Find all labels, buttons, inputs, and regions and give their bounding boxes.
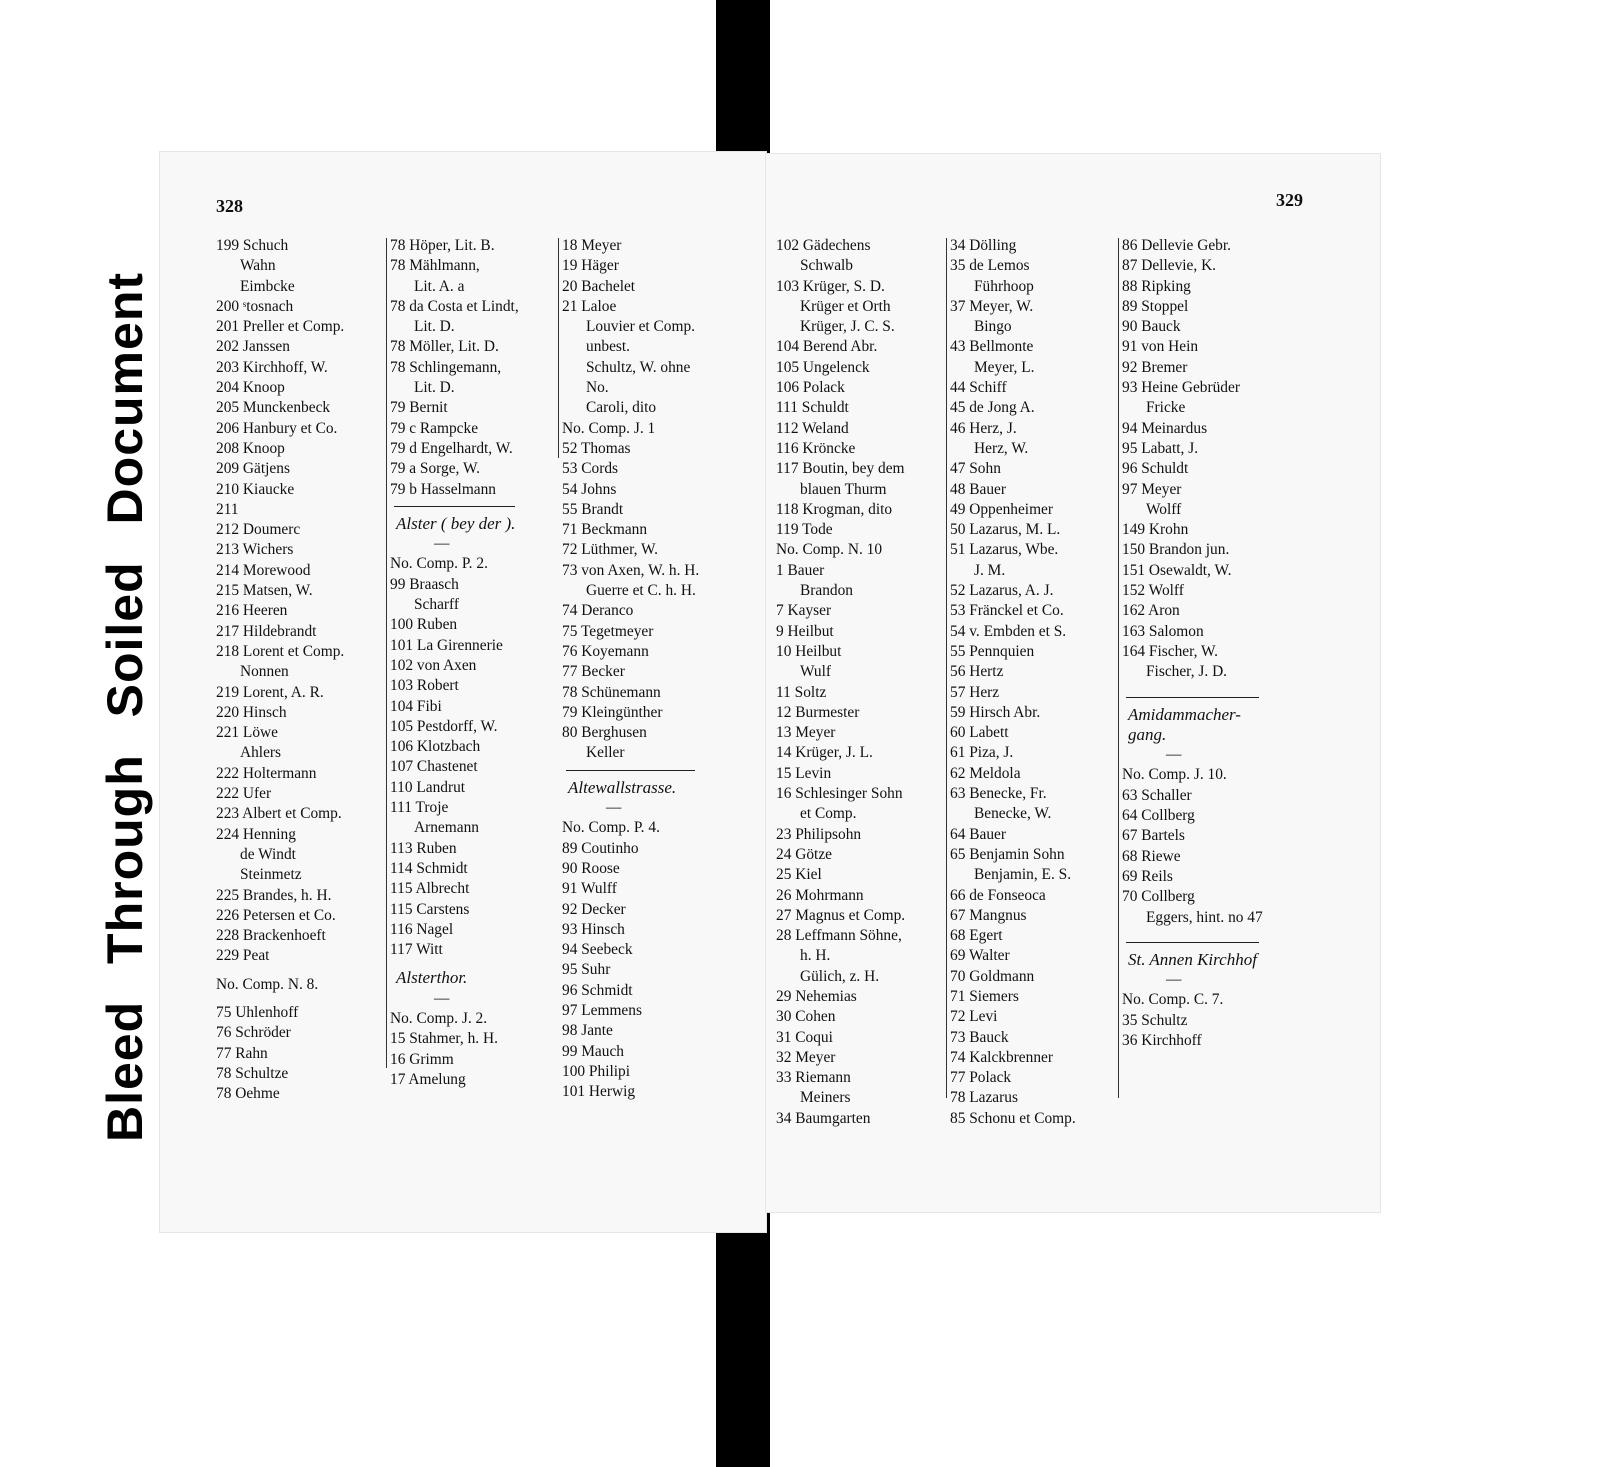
directory-entry: 78 Schultze	[216, 1064, 289, 1082]
directory-entry: 111 Schuldt	[776, 399, 849, 417]
directory-entry: 75 Tegetmeyer	[562, 622, 654, 640]
directory-entry: 113 Ruben	[390, 839, 457, 857]
directory-entry: 56 Hertz	[950, 663, 1004, 681]
directory-entry: 95 Labatt, J.	[1122, 439, 1199, 457]
directory-entry: blauen Thurm	[800, 480, 887, 498]
directory-entry: 78 Schlingemann,	[390, 358, 502, 376]
directory-entry: 229 Peat	[216, 947, 270, 965]
directory-entry: 47 Sohn	[950, 460, 1001, 478]
directory-entry: No. Comp. C. 7.	[1122, 991, 1224, 1009]
directory-entry: 79 c Rampcke	[390, 419, 479, 437]
directory-entry: 163 Salomon	[1122, 622, 1204, 640]
directory-entry: 226 Petersen et Co.	[216, 906, 336, 924]
directory-entry: 203 Kirchhoff, W.	[216, 358, 328, 376]
directory-entry: 117 Witt	[390, 941, 443, 959]
directory-entry: 216 Heeren	[216, 602, 288, 620]
directory-entry: Scharff	[414, 596, 460, 614]
directory-entry: 63 Benecke, Fr.	[950, 785, 1047, 803]
directory-entry: 12 Burmester	[776, 703, 860, 721]
directory-entry: 78 da Costa et Lindt,	[390, 297, 519, 315]
section-heading: Amidammacher-	[1128, 704, 1241, 724]
directory-entry: 21 Laloe	[562, 297, 617, 315]
binding-strip-bottom	[716, 1212, 770, 1467]
directory-entry: 213 Wichers	[216, 541, 294, 559]
directory-entry: 77 Becker	[562, 663, 625, 681]
directory-entry: et Comp.	[800, 805, 857, 823]
directory-entry: Guerre et C. h. H.	[586, 582, 696, 600]
directory-entry: 24 Götze	[776, 845, 832, 863]
directory-entry: 27 Magnus et Comp.	[776, 906, 906, 924]
directory-entry: J. M.	[974, 561, 1006, 579]
spacer	[1122, 928, 1263, 936]
stamp-text: Bleed Through Soiled Document	[97, 271, 153, 1143]
directory-entry: 14 Krüger, J. L.	[776, 744, 873, 762]
column-2	[390, 236, 519, 1090]
directory-entry: 30 Cohen	[776, 1008, 836, 1026]
directory-entry: Wahn	[240, 257, 276, 275]
directory-entry: 151 Osewaldt, W.	[1122, 561, 1232, 579]
directory-entry: 77 Polack	[950, 1069, 1012, 1087]
column-1	[776, 236, 905, 1129]
directory-entry: Arnemann	[414, 819, 479, 837]
directory-entry: 208 Knoop	[216, 439, 285, 457]
directory-entry: 36 Kirchhoff	[1122, 1031, 1202, 1049]
directory-entry: 43 Bellmonte	[950, 338, 1034, 356]
directory-entry: 28 Leffmann Söhne,	[776, 927, 902, 945]
directory-entry: 34 Dölling	[950, 237, 1017, 254]
directory-entry: No.	[586, 379, 609, 397]
directory-entry: 53 Cords	[562, 460, 619, 478]
directory-entry: 46 Herz, J.	[950, 419, 1017, 437]
directory-entry: 87 Dellevie, K.	[1122, 257, 1217, 275]
directory-entry: Lit. D.	[414, 318, 455, 336]
directory-entry: 149 Krohn	[1122, 521, 1189, 539]
spacer	[390, 960, 519, 968]
section-rule	[562, 764, 699, 778]
directory-entry: 45 de Jong A.	[950, 399, 1035, 417]
directory-entry: 20 Bachelet	[562, 277, 636, 295]
directory-entry: 54 v. Embden et S.	[950, 622, 1067, 640]
directory-entry: No. Comp. N. 8.	[216, 975, 319, 993]
directory-entry: Steinmetz	[240, 866, 302, 884]
binding-strip-top	[716, 0, 770, 160]
directory-entry: No. Comp. J. 10.	[1122, 766, 1227, 784]
directory-entry: No. Comp. P. 2.	[390, 555, 488, 573]
directory-entry: 64 Bauer	[950, 825, 1006, 843]
directory-entry: 110 Landrut	[390, 778, 466, 796]
directory-entry: 78 Möller, Lit. D.	[390, 338, 499, 356]
directory-entry: 88 Ripking	[1122, 277, 1191, 295]
directory-entry: 204 Knoop	[216, 379, 285, 397]
directory-entry: Nonnen	[240, 663, 289, 681]
column-1	[216, 236, 344, 1104]
directory-entry: 92 Decker	[562, 900, 626, 918]
directory-entry: 79 b Hasselmann	[390, 480, 497, 498]
directory-entry: 76 Koyemann	[562, 642, 649, 660]
directory-entry: 51 Lazarus, Wbe.	[950, 541, 1059, 559]
directory-entry: Brandon	[800, 582, 854, 600]
directory-entry: 35 Schultz	[1122, 1011, 1188, 1029]
directory-entry: 64 Collberg	[1122, 807, 1195, 825]
directory-entry: 99 Mauch	[562, 1042, 624, 1060]
directory-entry: 86 Dellevie Gebr.	[1122, 237, 1231, 254]
directory-entry: Wulf	[800, 663, 832, 681]
directory-entry: 78 Oehme	[216, 1085, 280, 1103]
directory-entry: 96 Schuldt	[1122, 460, 1189, 478]
directory-entry: 90 Roose	[562, 859, 620, 877]
directory-entry: 71 Siemers	[950, 987, 1019, 1005]
directory-entry: 102 von Axen	[390, 656, 477, 674]
directory-entry: h. H.	[800, 947, 831, 965]
directory-entry: 18 Meyer	[562, 237, 622, 254]
spacer	[1122, 683, 1263, 691]
directory-entry: 114 Schmidt	[390, 859, 468, 877]
directory-entry: 44 Schiff	[950, 379, 1007, 397]
directory-entry: 80 Berghusen	[562, 724, 647, 742]
directory-entry: 19 Häger	[562, 257, 619, 275]
right-page	[766, 154, 1380, 1212]
directory-entry: 221 Löwe	[216, 724, 278, 742]
column-divider	[1118, 238, 1119, 1098]
directory-entry: 219 Lorent, A. R.	[216, 683, 324, 701]
directory-entry: 116 Nagel	[390, 920, 454, 938]
directory-entry: 212 Doumerc	[216, 521, 301, 539]
directory-entry: 34 Baumgarten	[776, 1109, 871, 1127]
directory-entry: 97 Lemmens	[562, 1001, 642, 1019]
directory-entry: 103 Krüger, S. D.	[776, 277, 885, 295]
directory-entry: 115 Albrecht	[390, 880, 470, 898]
section-heading: St. Annen Kirchhof	[1128, 949, 1257, 969]
directory-entry: 63 Schaller	[1122, 786, 1192, 804]
directory-entry: 91 von Hein	[1122, 338, 1199, 356]
directory-entry: 49 Oppenheimer	[950, 500, 1053, 518]
spacer	[216, 995, 344, 1003]
directory-entry: 199 Schuch	[216, 237, 289, 254]
directory-entry: 76 Schröder	[216, 1024, 291, 1042]
directory-entry: 92 Bremer	[1122, 358, 1188, 376]
section-heading: gang.	[1128, 724, 1167, 744]
directory-entry: 97 Meyer	[1122, 480, 1182, 498]
directory-entry: 116 Kröncke	[776, 439, 856, 457]
directory-entry: 112 Weland	[776, 419, 849, 437]
directory-entry: 206 Hanbury et Co.	[216, 419, 338, 437]
directory-entry: 119 Tode	[776, 521, 833, 539]
directory-entry: 104 Fibi	[390, 697, 442, 715]
directory-entry: 103 Robert	[390, 677, 459, 695]
directory-entry: 79 Kleingünther	[562, 703, 663, 721]
directory-entry: de Windt	[240, 845, 296, 863]
directory-entry: 94 Meinardus	[1122, 419, 1208, 437]
directory-entry: 78 Schünemann	[562, 683, 661, 701]
directory-entry: 222 Ufer	[216, 785, 272, 803]
directory-entry: Louvier et Comp.	[586, 318, 695, 336]
column-3	[1122, 236, 1263, 1051]
directory-entry: 59 Hirsch Abr.	[950, 703, 1041, 721]
section-rule	[1122, 936, 1263, 950]
directory-entry: 16 Grimm	[390, 1050, 454, 1068]
directory-entry: Eggers, hint. no 47	[1146, 908, 1263, 926]
directory-entry: 89 Coutinho	[562, 839, 639, 857]
directory-entry: 200 ˢtosnach	[216, 297, 294, 315]
directory-entry: 101 La Girennerie	[390, 636, 503, 654]
bleed-through-stamp	[84, 202, 166, 1212]
directory-entry: Herz, W.	[974, 439, 1029, 457]
directory-entry: 70 Collberg	[1122, 888, 1195, 906]
directory-entry: 105 Ungelenck	[776, 358, 870, 376]
directory-entry: 95 Suhr	[562, 961, 611, 979]
directory-entry: 25 Kiel	[776, 866, 822, 884]
directory-entry: Schwalb	[800, 257, 854, 275]
directory-entry: 65 Benjamin Sohn	[950, 845, 1065, 863]
directory-entry: Führhoop	[974, 277, 1034, 295]
directory-entry: Schultz, W. ohne	[586, 358, 691, 376]
directory-entry: 37 Meyer, W.	[950, 297, 1034, 315]
directory-entry: 17 Amelung	[390, 1070, 466, 1088]
directory-entry: 23 Philipsohn	[776, 825, 862, 843]
directory-entry: 9 Heilbut	[776, 622, 834, 640]
directory-entry: 94 Seebeck	[562, 941, 633, 959]
directory-entry: 79 a Sorge, W.	[390, 460, 480, 478]
column-3	[562, 236, 699, 1102]
directory-entry: Keller	[586, 744, 625, 762]
directory-entry: 99 Braasch	[390, 575, 459, 593]
directory-entry: 217 Hildebrandt	[216, 622, 317, 640]
directory-entry: No. Comp. N. 10	[776, 541, 883, 559]
directory-entry: 228 Brackenhoeft	[216, 927, 326, 945]
directory-entry: Krüger, J. C. S.	[800, 318, 895, 336]
directory-entry: —	[434, 535, 450, 553]
directory-entry: 111 Troje	[390, 799, 449, 817]
directory-entry: 93 Heine Gebrüder	[1122, 379, 1240, 397]
directory-entry: 225 Brandes, h. H.	[216, 886, 332, 904]
directory-entry: 107 Chastenet	[390, 758, 478, 776]
directory-entry: 215 Matsen, W.	[216, 582, 313, 600]
directory-entry: 205 Munckenbeck	[216, 399, 331, 417]
directory-entry: 10 Heilbut	[776, 642, 842, 660]
directory-entry: 223 Albert et Comp.	[216, 805, 342, 823]
directory-entry: 164 Fischer, W.	[1122, 642, 1219, 660]
directory-entry: 79 Bernit	[390, 399, 448, 417]
directory-entry: Bingo	[974, 318, 1012, 336]
directory-entry: 15 Levin	[776, 764, 832, 782]
directory-entry: 100 Ruben	[390, 616, 458, 634]
directory-entry: 96 Schmidt	[562, 981, 633, 999]
directory-entry: 78 Höper, Lit. B.	[390, 237, 495, 254]
directory-entry: 69 Walter	[950, 947, 1010, 965]
column-2	[950, 236, 1076, 1129]
directory-entry: 54 Johns	[562, 480, 617, 498]
directory-entry: 11 Soltz	[776, 683, 827, 701]
directory-entry: 68 Egert	[950, 927, 1003, 945]
directory-entry: No. Comp. P. 4.	[562, 819, 660, 837]
directory-entry: 117 Boutin, bey dem	[776, 460, 905, 478]
directory-entry: 201 Preller et Comp.	[216, 318, 345, 336]
directory-entry: 55 Brandt	[562, 500, 624, 518]
directory-entry: Benecke, W.	[974, 805, 1052, 823]
directory-entry: 35 de Lemos	[950, 257, 1030, 275]
directory-entry: 48 Bauer	[950, 480, 1006, 498]
directory-entry: 73 von Axen, W. h. H.	[562, 561, 700, 579]
directory-entry: 1 Bauer	[776, 561, 825, 579]
directory-entry: 61 Piza, J.	[950, 744, 1014, 762]
directory-entry: 118 Krogman, dito	[776, 500, 893, 518]
directory-entry: 78 Lazarus	[950, 1089, 1018, 1107]
directory-entry: No. Comp. J. 2.	[390, 1009, 488, 1027]
directory-entry: 98 Jante	[562, 1022, 613, 1040]
directory-entry: 218 Lorent et Comp.	[216, 642, 345, 660]
directory-entry: Wolff	[1146, 500, 1182, 518]
directory-entry: Fricke	[1146, 399, 1186, 417]
directory-entry: Gülich, z. H.	[800, 967, 880, 985]
directory-entry: 74 Kalckbrenner	[950, 1048, 1053, 1066]
directory-entry: Caroli, dito	[586, 399, 657, 417]
directory-entry: Meyer, L.	[974, 358, 1035, 376]
spacer	[216, 967, 344, 975]
directory-entry: 85 Schonu et Comp.	[950, 1109, 1076, 1127]
directory-entry: Ahlers	[240, 744, 282, 762]
directory-entry: Krüger et Orth	[800, 297, 891, 315]
directory-entry: 211	[216, 500, 239, 518]
directory-entry: 68 Riewe	[1122, 847, 1181, 865]
directory-entry: 72 Lüthmer, W.	[562, 541, 658, 559]
directory-entry: 209 Gätjens	[216, 460, 290, 478]
directory-entry: 220 Hinsch	[216, 703, 287, 721]
directory-entry: 152 Wolff	[1122, 582, 1184, 600]
directory-entry: 106 Polack	[776, 379, 845, 397]
directory-entry: 15 Stahmer, h. H.	[390, 1030, 498, 1048]
page-number: 329	[1276, 190, 1303, 210]
directory-entry: 74 Deranco	[562, 602, 634, 620]
directory-entry: 7 Kayser	[776, 602, 832, 620]
directory-entry: 90 Bauck	[1122, 318, 1181, 336]
directory-entry: Lit. A. a	[414, 277, 465, 295]
directory-entry: Meiners	[800, 1089, 851, 1107]
directory-entry: 79 d Engelhardt, W.	[390, 439, 513, 457]
directory-entry: 70 Goldmann	[950, 967, 1035, 985]
directory-entry: 89 Stoppel	[1122, 297, 1189, 315]
directory-entry: 224 Henning	[216, 825, 296, 843]
directory-entry: 62 Meldola	[950, 764, 1021, 782]
directory-entry: 60 Labett	[950, 724, 1009, 742]
directory-entry: 162 Aron	[1122, 602, 1180, 620]
directory-entry: 29 Nehemias	[776, 987, 857, 1005]
directory-entry: 214 Morewood	[216, 561, 311, 579]
directory-entry: Fischer, J. D.	[1146, 663, 1228, 681]
column-divider	[946, 238, 947, 1098]
directory-entry: 101 Herwig	[562, 1083, 636, 1101]
directory-entry: 73 Bauck	[950, 1028, 1009, 1046]
directory-entry: —	[434, 989, 450, 1007]
directory-entry: 210 Kiaucke	[216, 480, 295, 498]
directory-entry: 33 Riemann	[776, 1069, 851, 1087]
directory-entry: 100 Philipi	[562, 1062, 630, 1080]
directory-entry: 50 Lazarus, M. L.	[950, 521, 1061, 539]
section-heading: Alster ( bey der ).	[396, 513, 516, 533]
directory-entry: 78 Mählmann,	[390, 257, 480, 275]
directory-entry: 52 Lazarus, A. J.	[950, 582, 1054, 600]
directory-entry: 71 Beckmann	[562, 521, 648, 539]
directory-entry: 222 Holtermann	[216, 764, 317, 782]
directory-entry: —	[1166, 746, 1182, 764]
directory-entry: 150 Brandon jun.	[1122, 541, 1230, 559]
directory-entry: No. Comp. J. 1	[562, 419, 656, 437]
section-rule	[390, 500, 519, 514]
directory-entry: —	[1166, 971, 1182, 989]
directory-entry: 115 Carstens	[390, 900, 470, 918]
directory-entry: Lit. D.	[414, 379, 455, 397]
directory-entry: 67 Mangnus	[950, 906, 1027, 924]
section-heading: Alsterthor.	[396, 968, 468, 988]
directory-entry: 105 Pestdorff, W.	[390, 717, 498, 735]
directory-entry: 32 Meyer	[776, 1048, 836, 1066]
directory-entry: 67 Bartels	[1122, 827, 1185, 845]
directory-entry: 55 Pennquien	[950, 642, 1035, 660]
directory-entry: 202 Janssen	[216, 338, 290, 356]
section-rule	[1122, 691, 1263, 705]
directory-entry: 16 Schlesinger Sohn	[776, 785, 903, 803]
directory-entry: 52 Thomas	[562, 439, 631, 457]
column-divider	[386, 238, 387, 1068]
left-page	[160, 152, 766, 1232]
directory-entry: 77 Rahn	[216, 1044, 268, 1062]
directory-entry: 93 Hinsch	[562, 920, 625, 938]
directory-entry: 106 Klotzbach	[390, 738, 481, 756]
column-divider	[558, 238, 559, 458]
directory-entry: 26 Mohrmann	[776, 886, 864, 904]
directory-entry: 66 de Fonseoca	[950, 886, 1046, 904]
directory-entry: unbest.	[586, 338, 631, 356]
directory-entry: 31 Coqui	[776, 1028, 833, 1046]
directory-entry: —	[606, 799, 622, 817]
page-number: 328	[216, 196, 243, 216]
directory-entry: 75 Uhlenhoff	[216, 1003, 299, 1021]
directory-entry: 13 Meyer	[776, 724, 836, 742]
section-heading: Altewallstrasse.	[568, 777, 677, 797]
directory-entry: 104 Berend Abr.	[776, 338, 878, 356]
directory-entry: 72 Levi	[950, 1008, 998, 1026]
directory-entry: 53 Fränckel et Co.	[950, 602, 1064, 620]
directory-entry: 69 Reils	[1122, 867, 1173, 885]
directory-entry: Eimbcke	[240, 277, 295, 295]
directory-entry: Benjamin, E. S.	[974, 866, 1072, 884]
directory-entry: 102 Gädechens	[776, 237, 871, 254]
directory-entry: 57 Herz	[950, 683, 1000, 701]
directory-entry: 91 Wulff	[562, 880, 617, 898]
